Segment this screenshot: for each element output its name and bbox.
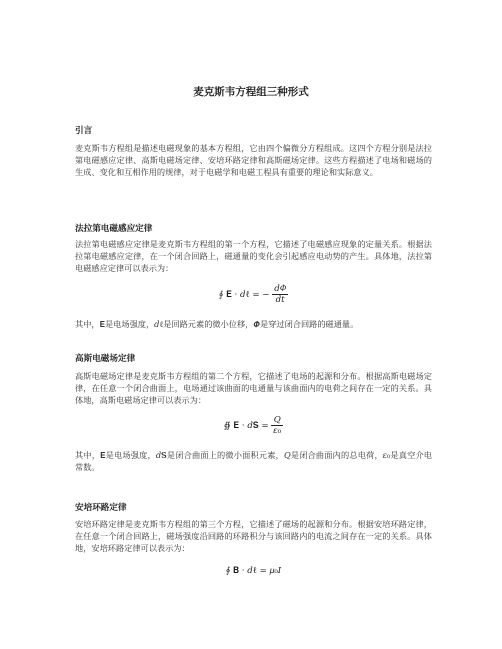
section-heading-intro: 引言 <box>75 126 93 136</box>
faraday-explanation: 其中，𝐄是电场强度，𝑑ℓ是回路元素的微小位移，𝜱是穿过闭合回路的磁通量。 <box>75 319 359 329</box>
gauss-fraction <box>271 415 283 436</box>
faraday-fraction <box>272 284 288 305</box>
gauss-numerator: 𝑄 <box>271 415 283 426</box>
gauss-equation-lhs: ∯ 𝐄 · 𝑑𝐒 = <box>223 421 269 431</box>
faraday-numerator: 𝑑𝛷 <box>274 284 287 294</box>
document-title: 麦克斯韦方程组三种形式 <box>193 86 309 98</box>
gauss-equation <box>75 415 432 436</box>
faraday-denominator: 𝑑𝑡 <box>275 295 285 305</box>
section-heading-faraday: 法拉第电磁感应定律 <box>75 224 153 234</box>
ampere-equation: ∮ 𝐁 · 𝑑ℓ = 𝜇₀𝐼 <box>225 566 282 576</box>
section-heading-gauss: 高斯电磁场定律 <box>75 354 136 364</box>
gauss-paragraph: 高斯电磁场定律是麦克斯韦方程组的第二个方程，它描述了电场的起源和分布。根据高斯电磁场定律，在任意一个闭合曲面上，电场通过该曲面的电通量与该曲面内的电荷之间存在一定的关系。具体地，高斯电磁场定律可以表示为： <box>75 371 432 405</box>
faraday-equation <box>75 284 432 305</box>
faraday-paragraph: 法拉第电磁感应定律是麦克斯韦方程组的第一个方程，它描述了电磁感应现象的定量关系。根据法拉第电磁感应定律，在一个闭合回路上，磁通量的变化会引起感应电动势的产生。具体地，法拉第电磁感应定律可以表示为： <box>75 239 432 273</box>
ampere-paragraph: 安培环路定律是麦克斯韦方程组的第三个方程，它描述了磁场的起源和分布。根据安培环路定律，在任意一个闭合回路上，磁场强度沿回路的环路积分与该回路内的电流之间存在一定的关系。具体地，安培环路定律可以表示为： <box>75 519 432 553</box>
section-heading-ampere: 安培环路定律 <box>75 503 127 513</box>
faraday-equation-lhs: ∮ 𝐄 · 𝑑ℓ = − <box>218 290 270 300</box>
intro-paragraph: 麦克斯韦方程组是描述电磁现象的基本方程组，它由四个偏微分方程组成。这四个方程分别是法拉第电磁感应定律、高斯电磁场定律、安培环路定律和高斯磁场定律。这些方程描述了电场和磁场的生成、变化和互相作用的规律，对于电磁学和电磁工程具有重要的理论和实际意义。 <box>75 143 432 177</box>
gauss-denominator: 𝜀₀ <box>273 426 282 436</box>
gauss-explanation: 其中，𝐄是电场强度，𝑑𝐒是闭合曲面上的微小面积元素，𝑄是闭合曲面内的总电荷，𝜀₀是真空介电常数。 <box>75 450 432 472</box>
